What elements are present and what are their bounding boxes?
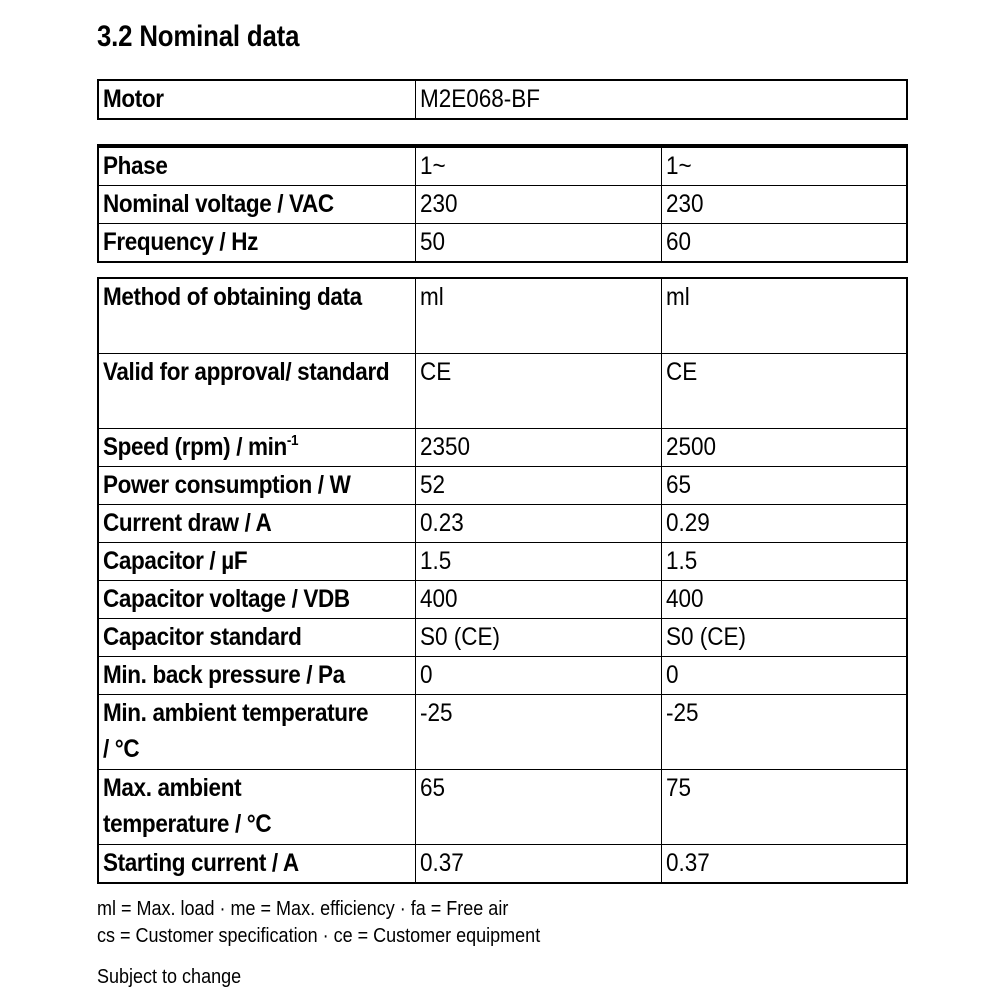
table-row [98, 429, 907, 467]
row-label: Min. ambient temperature / °C [98, 695, 415, 770]
cell-value-1: 65 [415, 770, 661, 845]
speed-label-text: Speed (rpm) / min [103, 433, 287, 461]
row-label: Capacitor voltage / VDB [98, 581, 415, 619]
table-row [98, 186, 907, 224]
table-row [98, 278, 907, 354]
table-row [98, 467, 907, 505]
motor-value: M2E068-BF [415, 80, 907, 119]
cell-value-1: 50 [415, 224, 661, 263]
row-label: Frequency / Hz [98, 224, 415, 263]
cell-value-1: -25 [415, 695, 661, 770]
cell-value-2: 0.37 [661, 845, 907, 884]
row-label: Capacitor standard [98, 619, 415, 657]
row-label: Nominal voltage / VAC [98, 186, 415, 224]
table-row [98, 354, 907, 429]
subject-to-change-note: Subject to change [97, 966, 242, 988]
table-row [98, 695, 907, 770]
row-label: Max. ambient temperature / °C [98, 770, 415, 845]
cell-value-1: 1.5 [415, 543, 661, 581]
row-label: Min. back pressure / Pa [98, 657, 415, 695]
cell-value-2: 2500 [661, 429, 907, 467]
row-label [98, 429, 415, 467]
table-row [98, 80, 907, 119]
cell-value-1: 0.37 [415, 845, 661, 884]
table-row [98, 581, 907, 619]
motor-table [97, 79, 908, 120]
cell-value-1: 2350 [415, 429, 661, 467]
table-row [98, 619, 907, 657]
cell-value-2: 65 [661, 467, 907, 505]
table-row [98, 146, 907, 186]
cell-value-1: 230 [415, 186, 661, 224]
cell-value-2: 0.29 [661, 505, 907, 543]
cell-value-2: 0 [661, 657, 907, 695]
section-heading: 3.2 Nominal data [97, 20, 300, 53]
cell-value-1: S0 (CE) [415, 619, 661, 657]
row-label: Phase [98, 146, 415, 186]
cell-value-2: 400 [661, 581, 907, 619]
cell-value-2: 230 [661, 186, 907, 224]
table-row [98, 505, 907, 543]
cell-value-2: ml [661, 278, 907, 354]
cell-value-1: 0.23 [415, 505, 661, 543]
electrical-table [97, 144, 908, 263]
row-label: Current draw / A [98, 505, 415, 543]
table-row [98, 224, 907, 263]
cell-value-1: 400 [415, 581, 661, 619]
cell-value-1: CE [415, 354, 661, 429]
speed-label-superscript: -1 [286, 432, 299, 449]
legend-line-1: ml = Max. load · me = Max. efficiency · fa = Free air [97, 898, 509, 920]
row-label: Capacitor / µF [98, 543, 415, 581]
legend-line-2: cs = Customer specification · ce = Customer equipment [97, 925, 541, 947]
cell-value-2: 1~ [661, 146, 907, 186]
row-label: Method of obtaining data [98, 278, 415, 354]
motor-label: Motor [98, 80, 415, 119]
row-label: Valid for approval/ standard [98, 354, 415, 429]
table-row [98, 657, 907, 695]
row-label: Starting current / A [98, 845, 415, 884]
table-row [98, 770, 907, 845]
cell-value-1: 0 [415, 657, 661, 695]
nominal-data-table [97, 277, 908, 884]
cell-value-1: 1~ [415, 146, 661, 186]
cell-value-2: 1.5 [661, 543, 907, 581]
cell-value-1: ml [415, 278, 661, 354]
cell-value-2: 75 [661, 770, 907, 845]
cell-value-2: S0 (CE) [661, 619, 907, 657]
table-row [98, 543, 907, 581]
cell-value-2: 60 [661, 224, 907, 263]
cell-value-1: 52 [415, 467, 661, 505]
row-label: Power consumption / W [98, 467, 415, 505]
table-row [98, 845, 907, 884]
cell-value-2: -25 [661, 695, 907, 770]
cell-value-2: CE [661, 354, 907, 429]
